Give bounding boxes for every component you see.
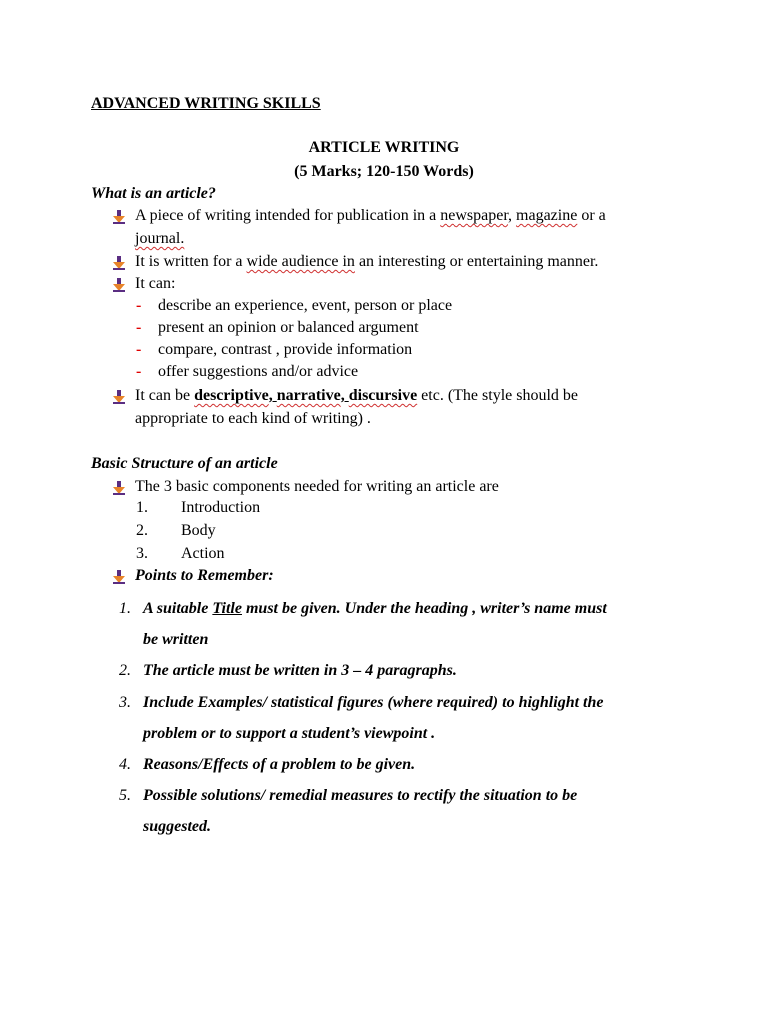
sub-item: present an opinion or balanced argument xyxy=(158,319,419,336)
subtitle: ARTICLE WRITING xyxy=(308,139,460,156)
dash-marker: - xyxy=(136,297,142,314)
bullet-it-can: It can: xyxy=(135,275,176,292)
bullet-styles-line2: appropriate to each kind of writing) . xyxy=(135,410,371,427)
marks-line: (5 Marks; 120-150 Words) xyxy=(294,163,474,180)
bullet-publication-line2: journal. xyxy=(135,230,185,247)
word-narrative: narrative xyxy=(276,387,341,404)
bullet-styles: It can be descriptive, narrative, discursive etc. (The style should be xyxy=(135,387,579,404)
arrow-down-bullet-icon xyxy=(113,390,125,404)
arrow-down-bullet-icon xyxy=(113,481,125,495)
component-label: Action xyxy=(181,545,225,562)
point-number: 4. xyxy=(119,756,131,773)
word-descriptive: descriptive xyxy=(194,387,269,404)
component-number: 1. xyxy=(136,499,148,516)
point-title: A suitable Title must be given. Under the heading , writer’s name must xyxy=(143,600,607,617)
arrow-down-bullet-icon xyxy=(113,278,125,292)
component-number: 3. xyxy=(136,545,148,562)
point-number: 2. xyxy=(119,662,131,679)
component-number: 2. xyxy=(136,522,148,539)
section-heading-what-is-article: What is an article? xyxy=(91,185,216,202)
point-number: 1. xyxy=(119,600,131,617)
component-label: Body xyxy=(181,522,216,539)
point-reasons: Reasons/Effects of a problem to be given. xyxy=(143,756,416,773)
phrase-wide-audience: wide audience in xyxy=(246,253,355,270)
point-paragraphs: The article must be written in 3 – 4 paragraphs. xyxy=(143,662,457,679)
bullet-publication: A piece of writing intended for publication in a newspaper, magazine or a xyxy=(135,207,606,224)
point-examples-line2: problem or to support a student’s viewpoint . xyxy=(143,725,436,742)
word-newspaper: newspaper xyxy=(440,207,509,224)
dash-marker: - xyxy=(136,363,142,380)
point-title-line2: be written xyxy=(143,631,209,648)
word-magazine: magazine xyxy=(516,207,578,224)
section-heading-basic-structure: Basic Structure of an article xyxy=(91,455,278,472)
dash-marker: - xyxy=(136,319,142,336)
points-to-remember-heading: Points to Remember: xyxy=(135,567,274,584)
bullet-audience: It is written for a wide audience in an interesting or entertaining manner. xyxy=(135,253,599,270)
point-number: 5. xyxy=(119,787,131,804)
sub-item: describe an experience, event, person or place xyxy=(158,297,453,314)
sub-item: offer suggestions and/or advice xyxy=(158,363,359,380)
bullet-components: The 3 basic components needed for writing an article are xyxy=(135,478,499,495)
arrow-down-bullet-icon xyxy=(113,210,125,224)
sub-item: compare, contrast , provide information xyxy=(158,341,413,358)
word-title: Title xyxy=(212,600,242,617)
dash-marker: - xyxy=(136,341,142,358)
point-solutions-line2: suggested. xyxy=(143,818,211,835)
point-examples: Include Examples/ statistical figures (where required) to highlight the xyxy=(143,694,604,711)
point-solutions: Possible solutions/ remedial measures to rectify the situation to be xyxy=(143,787,578,804)
word-discursive: discursive xyxy=(348,387,418,404)
arrow-down-bullet-icon xyxy=(113,570,125,584)
arrow-down-bullet-icon xyxy=(113,256,125,270)
point-number: 3. xyxy=(119,694,131,711)
component-label: Introduction xyxy=(181,499,261,516)
main-title: ADVANCED WRITING SKILLS xyxy=(91,95,321,112)
